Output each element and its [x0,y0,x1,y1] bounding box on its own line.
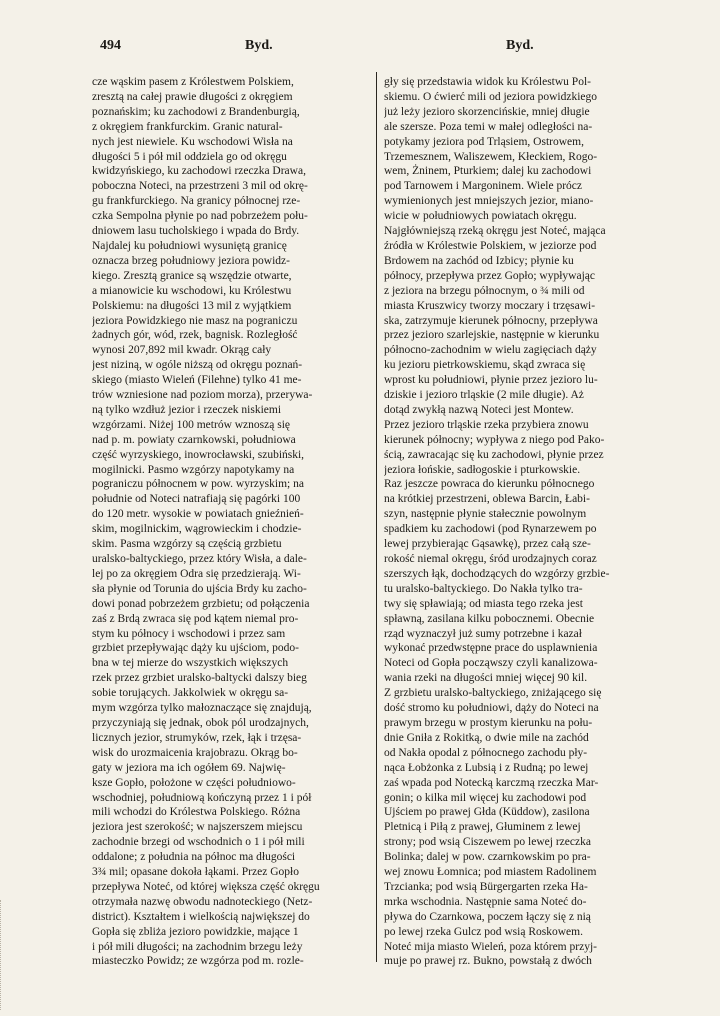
text-line: Polskiemu: na długości 13 mil z wyjątkiem [92,299,292,312]
text-line: z okręgiem frankfurckim. Granic natural- [92,120,283,133]
text-line: mili wchodzi do Królestwa Polskiego. Różna [92,806,301,819]
text-line: dowi ponad pobrzeżem grzbietu; od połączenia [92,597,310,610]
text-line: północno-zachodnim w wielu zagięciach dąży [384,344,597,357]
text-line: jeziora Powidzkiego nie masz na pograniczu [92,314,298,327]
text-line: czka Sempolna płynie po nad pobrzeżem połu- [92,210,308,223]
text-line: przez jezioro szarlejskie, następnie w kierunku [384,329,600,342]
text-line: nąca Łobżonka z Lubsią i z Rudną; po lewej [384,761,589,774]
text-line: i pół mili długości; na zachodnim brzegu leży [92,940,303,953]
text-line: szerszych łąk, dochodzących do wzgórzy grzbie- [384,567,610,580]
text-line: źródła w Królestwie Polskiem, w jeziorze pod [384,239,597,252]
text-line: Najdalej ku południowi wysuniętą granicę [92,239,287,252]
text-line: mrka wschodnia. Następnie sama Noteć do- [384,895,587,908]
text-line: district). Kształtem i wielkością największej do [92,910,310,923]
text-line: sobie torujących. Jakkolwiek w okręgu sa- [92,687,289,700]
text-line: wem, Żninem, Pturkiem; dalej ku zachodowi [384,165,592,178]
page-edge-mark [0,900,11,1010]
text-line: trów wzniesione nad poziom morza), przerywa- [92,389,313,402]
text-line: pograniczu północnem w pow. wyrzyskim; na [92,478,304,491]
text-line: dotąd zwykłą nazwą Noteci jest Montew. [384,403,574,416]
text-line: kierunek północny; wypływa z niego pod Pako- [384,433,605,446]
text-line: miasteczko Powidz; ze wzgórza pod m. rozle- [92,955,304,968]
text-line: rząd wyznaczył już sumy potrzebne i kazał [384,627,582,640]
text-line: oddalone; z południa na północ ma długości [92,851,296,864]
text-line: Noteci od Gopła począwszy czyli kanalizowa- [384,657,598,670]
text-line: gły się przedstawia widok ku Królestwu Pol- [384,76,591,88]
text-line: twy się spławiają; od miasta tego rzeka jest [384,597,583,610]
page-number: 494 [100,38,121,53]
text-line: Ujściem po prawej Głda (Küddow), zasilona [384,806,590,819]
text-line: strony; pod wsią Ciszewem po lewej rzeczka [384,836,591,849]
running-header [100,38,628,60]
text-line: Brdowem na zachód od Izbicy; płynie ku [384,254,574,267]
text-line: spadkiem ku zachodowi (pod Rynarzewem po [384,523,597,536]
text-line: zaś z Brdą zwraca się pod kątem niemal pro- [92,612,299,625]
text-line: dość stromo ku południowi, dąży do Noteci na [384,702,599,715]
text-line: wisk do urozmaicenia krajobrazu. Okrąg bo- [92,746,298,759]
text-line: żadnych gór, wód, rzek, bagnisk. Rozległość [92,329,298,342]
text-line: przyczyniają się jednak, obok pól urodzajnych, [92,716,309,729]
text-line: miasta Kruszwicy tworzy moczary i trzęsawi- [384,299,596,312]
text-line: nad p. m. powiaty czarnkowski, południowa [92,433,296,446]
text-line: ścią, zawracając się ku zachodowi, płynie przez [384,448,604,461]
text-line: już leży jezioro skorzencińskie, mniej długie [384,105,590,118]
text-line: pływa do Czarnkowa, poczem łączy się z nią [384,910,591,923]
text-line: wschodniej, południową kończyną przez 1 i pół [92,791,312,804]
text-line: Z grzbietu uralsko-baltyckiego, zniżającego się [384,687,602,700]
text-line: zresztą na całej prawie długości z okręgiem [92,90,293,103]
text-line: potykamy jeziora pod Trląsiem, Ostrowem, [384,135,584,148]
text-line: poznańskim; ku zachodowi z Brandenburgią, [92,105,300,118]
text-line: oznacza brzeg południowy jeziora powidz- [92,254,290,267]
text-line: na krótkiej przestrzeni, oblewa Barcin, Łabi- [384,493,590,506]
text-line: zaś wpada pod Notecką karczmą rzeczka Mar- [384,776,599,789]
text-line: ska, zatrzymuje kierunek północny, przepływa [384,314,598,327]
text-line: długości 5 i pół mil oddziela go od okręgu [92,150,287,163]
text-line: ksze Gopło, położone w części południowo- [92,776,296,789]
text-line: ku jezioru pietrkowskiemu, skąd zwraca się [384,359,586,372]
text-line: gonin; o kilka mil więcej ku zachodowi pod [384,791,587,804]
text-line: rzek przez grzbiet uralsko-baltycki dalszy bieg [92,672,307,685]
text-line: skim, mogilnickim, wągrowieckim i chodzie- [92,523,302,536]
text-line: jest niziną, w ogóle niższą od okręgu poznań- [92,359,303,372]
text-line: jeziora jest szerokość; w najszerszem miejscu [92,821,303,834]
text-line: jeziora łońskie, sadłogoskie i pturkowskie. [384,463,581,476]
text-line: po lewej rzeka Gulcz pod wsią Roskowem. [384,925,583,938]
text-line: prawym brzegu w prostym kierunku na połu- [384,716,593,729]
text-line: gu frankfurckiego. Na granicy północnej rze- [92,195,301,208]
text-columns [92,75,658,968]
text-line: gaty w jeziora ma ich ogółem 69. Najwię- [92,761,286,774]
text-line: licznych jezior, strumyków, rzek, łąk i trzęsa- [92,731,302,744]
text-line: część wyrzyskiego, inowrocławski, szubiński, [92,448,305,461]
text-line: skiego (miasto Wieleń (Filehne) tylko 41 me- [92,374,302,387]
text-line: Przez jezioro trląskie rzeka przybiera znowu [384,418,589,431]
text-line: kwidzyńskiego, ku zachodowi rzeczka Drawa, [92,165,306,178]
left-column-headword: Byd. [245,38,273,53]
text-line: spławną, zasilana kilku pobocznemi. Obecnie [384,612,595,625]
text-line: tu uralsko-baltyckiego. Do Nakła tylko tra- [384,582,583,595]
text-line: ną tylko wzdłuż jezior i rzeczek niskiemi [92,403,282,416]
text-line: lej po za okręgiem Odra się przedzierają. Wi- [92,567,301,580]
left-column [92,75,362,969]
text-line: północy, przepływa przez Gopło; wypływając [384,269,595,282]
text-line: dnie Gniła z Rokitką, o dwie mile na zachód [384,731,589,744]
text-line: Najgłówniejszą rzeką okręgu jest Noteć, mająca [384,225,606,238]
text-line: wymienionych jest mniejszych jezior, miano- [384,195,594,208]
text-line: dziskie i jezioro trląskie (2 mile długie). Aż [384,389,584,402]
text-line: ale szersze. Poza temi w małej odległości na- [384,120,593,133]
text-line: Bolinka; dalej w pow. czarnkowskim po pra- [384,851,591,864]
text-line: szyn, następnie płynie stałecznie powolnym [384,508,587,521]
text-line: grzbiet przepływając dąży ku ujściom, podo- [92,642,299,655]
text-line: nych jest niewiele. Ku wschodowi Wisła na [92,135,293,148]
right-column [384,75,654,969]
text-line: od Nakła opodal z północnego zachodu pły- [384,746,588,759]
text-line: 3¾ mil; opasane dokoła łąkami. Przez Gopło [92,866,299,879]
text-line: bna w tej mierze do wszystkich większych [92,657,289,670]
text-line: wykonać przedwstępne prace do usplawnienia [384,642,598,655]
text-line: skim. Pasma wzgórzy są częścią grzbietu [92,538,282,551]
text-line: wania rzeki na długości mniej więcej 90 kil. [384,672,588,685]
text-line: sła płynie od Torunia do ujścia Brdy ku zacho- [92,582,307,595]
text-line: muje po prawej rz. Bukno, powstałą z dwóch [384,955,592,968]
text-line: z jeziora na brzegu północnym, o ¾ mili od [384,284,585,297]
right-column-headword: Byd. [506,38,534,53]
text-line: Raz jeszcze powraca do kierunku północnego [384,478,595,491]
text-line: wicie w południowych powiatach okręgu. [384,210,577,223]
text-line: mogilnicki. Pasmo wzgórzy napotykamy na [92,463,295,476]
text-line: mym wzgórza tylko małoznaczące się znajdują, [92,702,312,715]
text-line: wej znowu Łomnica; pod miastem Radolinem [384,866,597,879]
text-line: Gopła się zbliża jezioro powidzkie, mające 1 [92,925,299,938]
text-line: do 120 metr. wysokie w powiatach gnieźnień- [92,508,304,521]
text-line: Trzcianka; pod wsią Bürgergarten rzeka Ha- [384,880,588,893]
text-line: południe od Noteci natrafiają się pagórki 100 [92,493,301,506]
text-line: przepływa Noteć, od której większa część okręgu [92,880,320,893]
text-line: pod Tarnowem i Margoninem. Wiele prócz [384,180,583,193]
text-line: uralsko-baltyckiego, przez który Wisła, a dale- [92,553,307,565]
text-line: zachodnie brzegi od wschodnich o 1 i pół mili [92,836,305,849]
text-line: dniowem lasu tucholskiego i wpada do Brdy. [92,225,300,238]
text-line: Noteć mija miasto Wieleń, poza którem przyj- [384,940,597,953]
text-line: lewej przybierając Gąsawkę), przez całą sze- [384,538,591,551]
text-line: cze wąskim pasem z Królestwem Polskiem, [92,76,294,88]
text-line: a mianowicie ku wschodowi, ku Królestwu [92,284,292,297]
text-line: poboczna Noteci, na przestrzeni 3 mil od okrę- [92,180,308,193]
text-line: Pletnicą i Piłą z prawej, Głuminem z lewej [384,821,581,834]
text-line: wprost ku południowi, płynie przez jezioro lu- [384,374,598,387]
text-line: skiemu. O ćwierć mili od jeziora powidzkiego [384,90,598,103]
text-line: wzgórzami. Niżej 100 metrów wznoszą się [92,418,290,431]
text-line: stym ku północy i wschodowi i przez sam [92,627,286,640]
text-line: wynosi 207,892 mil kwadr. Okrąg cały [92,344,272,357]
text-line: otrzymała nazwę obwodu nadnoteckiego (Netz- [92,895,313,908]
text-line: kiego. Zresztą granice są wszędzie otwarte, [92,269,292,282]
text-line: rokość niemal okręgu, śród urodzajnych coraz [384,553,597,565]
text-line: Trzemesznem, Waliszewem, Kłeckiem, Rogo- [384,150,598,163]
